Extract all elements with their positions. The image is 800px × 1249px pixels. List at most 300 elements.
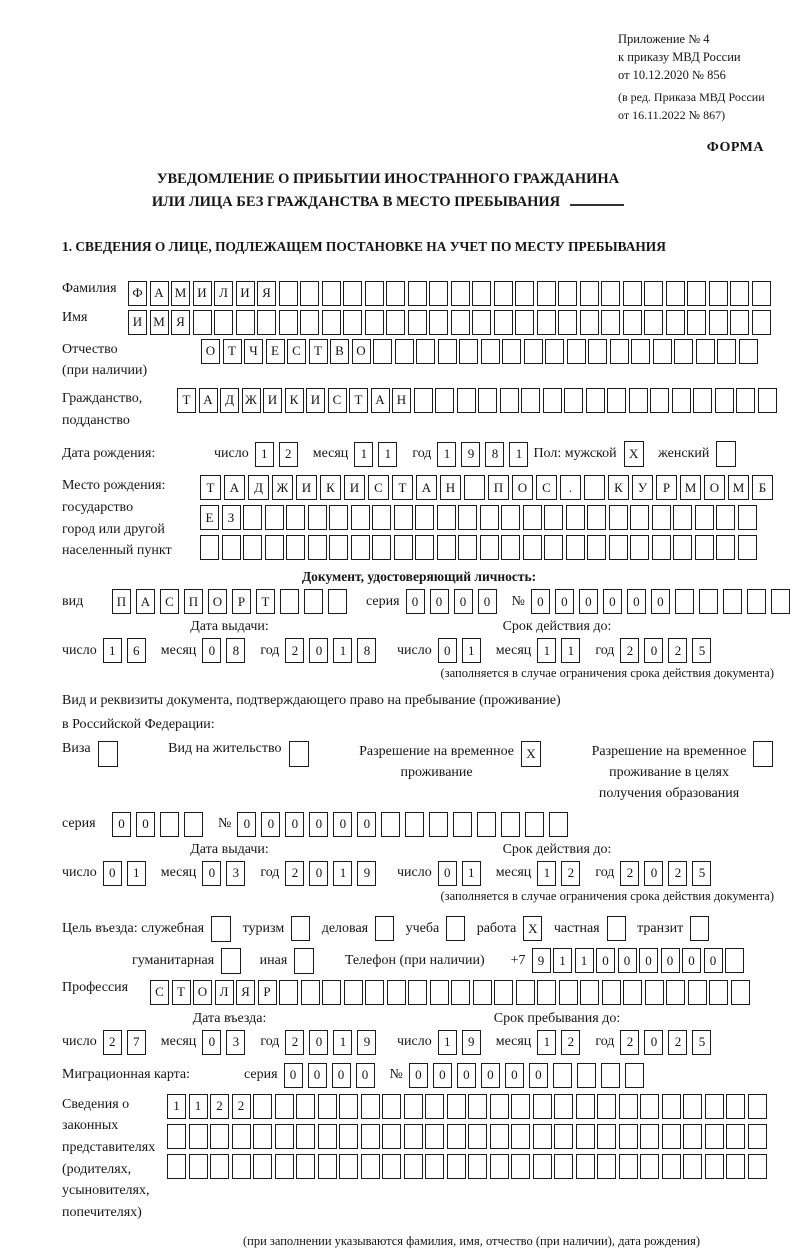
char-cell[interactable] [752,281,771,306]
char-cell[interactable] [304,589,323,614]
char-cell[interactable] [253,1094,272,1119]
char-cell[interactable] [577,1063,596,1088]
char-cell[interactable] [472,281,491,306]
char-cell[interactable] [415,535,434,560]
char-cell[interactable]: 0 [661,948,680,973]
char-cell[interactable]: 0 [704,948,723,973]
char-cell[interactable] [537,310,556,335]
char-cell[interactable] [382,1124,401,1149]
char-cell[interactable] [494,980,513,1005]
char-cell[interactable] [447,1154,466,1179]
char-cell[interactable] [329,535,348,560]
char-cell[interactable]: 7 [127,1030,146,1055]
char-cell[interactable] [404,1124,423,1149]
char-cell[interactable]: 0 [438,638,457,663]
char-cell[interactable] [429,281,448,306]
char-cell[interactable]: 0 [357,812,376,837]
char-cell[interactable]: 0 [438,861,457,886]
char-cell[interactable]: У [632,475,653,500]
char-cell[interactable]: 0 [261,812,280,837]
char-cell[interactable]: Л [214,281,233,306]
char-cell[interactable] [607,916,626,941]
char-cell[interactable]: 0 [237,812,256,837]
char-cell[interactable]: 1 [509,442,528,467]
char-cell[interactable]: Я [236,980,255,1005]
char-cell[interactable] [415,505,434,530]
char-cell[interactable] [405,812,424,837]
char-cell[interactable]: X [521,741,541,767]
char-cell[interactable]: 2 [668,638,687,663]
char-cell[interactable] [416,339,435,364]
char-cell[interactable]: 5 [692,638,711,663]
char-cell[interactable]: М [728,475,749,500]
char-cell[interactable] [318,1094,337,1119]
char-cell[interactable] [329,505,348,530]
char-cell[interactable] [425,1154,444,1179]
char-cell[interactable] [731,980,750,1005]
char-cell[interactable] [554,1154,573,1179]
char-cell[interactable]: 2 [285,861,304,886]
char-cell[interactable] [515,281,534,306]
char-cell[interactable] [673,535,692,560]
char-cell[interactable] [537,281,556,306]
char-cell[interactable]: 9 [532,948,551,973]
char-cell[interactable] [553,1063,572,1088]
char-cell[interactable] [716,535,735,560]
char-cell[interactable]: И [344,475,365,500]
char-cell[interactable] [566,505,585,530]
char-cell[interactable] [738,535,757,560]
char-cell[interactable]: 1 [103,638,122,663]
char-cell[interactable] [630,535,649,560]
char-cell[interactable] [414,388,433,413]
char-cell[interactable] [437,535,456,560]
char-cell[interactable] [580,980,599,1005]
char-cell[interactable]: 0 [308,1063,327,1088]
char-cell[interactable] [566,535,585,560]
char-cell[interactable] [446,916,465,941]
char-cell[interactable]: 0 [596,948,615,973]
char-cell[interactable] [361,1124,380,1149]
char-cell[interactable]: Д [220,388,239,413]
char-cell[interactable] [709,281,728,306]
char-cell[interactable] [189,1124,208,1149]
char-cell[interactable]: Ф [128,281,147,306]
char-cell[interactable] [435,388,454,413]
char-cell[interactable] [296,1154,315,1179]
char-cell[interactable]: 0 [202,1030,221,1055]
char-cell[interactable] [736,388,755,413]
char-cell[interactable]: П [184,589,203,614]
char-cell[interactable] [558,281,577,306]
char-cell[interactable] [644,281,663,306]
char-cell[interactable] [537,980,556,1005]
char-cell[interactable]: 8 [226,638,245,663]
char-cell[interactable]: А [371,388,390,413]
char-cell[interactable] [339,1094,358,1119]
char-cell[interactable] [447,1124,466,1149]
char-cell[interactable] [236,310,255,335]
char-cell[interactable] [480,505,499,530]
char-cell[interactable]: С [160,589,179,614]
char-cell[interactable]: О [208,589,227,614]
char-cell[interactable] [544,535,563,560]
char-cell[interactable]: С [536,475,557,500]
char-cell[interactable] [609,505,628,530]
char-cell[interactable] [221,948,241,974]
char-cell[interactable]: 0 [454,589,473,614]
char-cell[interactable]: Д [248,475,269,500]
char-cell[interactable]: А [416,475,437,500]
char-cell[interactable] [652,535,671,560]
char-cell[interactable] [739,339,758,364]
char-cell[interactable]: 0 [202,638,221,663]
char-cell[interactable] [425,1124,444,1149]
char-cell[interactable] [275,1124,294,1149]
char-cell[interactable] [451,281,470,306]
char-cell[interactable] [167,1124,186,1149]
char-cell[interactable] [705,1094,724,1119]
char-cell[interactable] [344,980,363,1005]
char-cell[interactable]: X [624,441,644,467]
char-cell[interactable]: 0 [309,861,328,886]
char-cell[interactable] [451,980,470,1005]
char-cell[interactable] [726,1154,745,1179]
char-cell[interactable] [716,441,736,467]
char-cell[interactable]: Т [349,388,368,413]
char-cell[interactable] [610,339,629,364]
char-cell[interactable] [730,281,749,306]
char-cell[interactable] [294,948,314,974]
char-cell[interactable]: 1 [333,638,352,663]
char-cell[interactable] [382,1154,401,1179]
char-cell[interactable] [339,1154,358,1179]
char-cell[interactable]: М [150,310,169,335]
char-cell[interactable] [683,1124,702,1149]
char-cell[interactable] [472,310,491,335]
char-cell[interactable] [210,1154,229,1179]
char-cell[interactable]: 0 [112,812,131,837]
char-cell[interactable]: 0 [406,589,425,614]
char-cell[interactable] [650,388,669,413]
char-cell[interactable] [695,505,714,530]
char-cell[interactable] [372,505,391,530]
char-cell[interactable] [525,812,544,837]
char-cell[interactable] [480,535,499,560]
char-cell[interactable]: 2 [285,1030,304,1055]
char-cell[interactable] [253,1154,272,1179]
char-cell[interactable] [587,505,606,530]
char-cell[interactable] [386,281,405,306]
char-cell[interactable] [645,980,664,1005]
char-cell[interactable]: 0 [409,1063,428,1088]
char-cell[interactable]: 0 [644,861,663,886]
char-cell[interactable] [286,535,305,560]
char-cell[interactable] [640,1124,659,1149]
char-cell[interactable] [554,1124,573,1149]
char-cell[interactable] [381,812,400,837]
char-cell[interactable] [343,281,362,306]
char-cell[interactable] [501,505,520,530]
char-cell[interactable] [544,505,563,530]
char-cell[interactable] [511,1124,530,1149]
char-cell[interactable]: О [201,339,220,364]
char-cell[interactable] [430,980,449,1005]
char-cell[interactable] [652,505,671,530]
char-cell[interactable] [559,980,578,1005]
char-cell[interactable]: 1 [462,638,481,663]
char-cell[interactable]: 1 [561,638,580,663]
char-cell[interactable] [662,1094,681,1119]
char-cell[interactable]: 1 [537,1030,556,1055]
char-cell[interactable] [459,339,478,364]
char-cell[interactable]: 0 [433,1063,452,1088]
char-cell[interactable]: 1 [553,948,572,973]
char-cell[interactable] [300,281,319,306]
char-cell[interactable] [494,281,513,306]
char-cell[interactable] [619,1094,638,1119]
char-cell[interactable] [365,281,384,306]
char-cell[interactable] [361,1094,380,1119]
char-cell[interactable]: 0 [505,1063,524,1088]
char-cell[interactable] [543,388,562,413]
char-cell[interactable] [748,1124,767,1149]
char-cell[interactable]: Н [392,388,411,413]
char-cell[interactable]: 1 [437,442,456,467]
char-cell[interactable] [640,1094,659,1119]
char-cell[interactable] [372,535,391,560]
char-cell[interactable]: 0 [309,638,328,663]
char-cell[interactable]: Т [177,388,196,413]
char-cell[interactable] [500,388,519,413]
char-cell[interactable] [501,812,520,837]
char-cell[interactable] [723,589,742,614]
char-cell[interactable] [662,1124,681,1149]
char-cell[interactable] [200,535,219,560]
char-cell[interactable]: О [512,475,533,500]
char-cell[interactable] [564,388,583,413]
char-cell[interactable] [533,1094,552,1119]
char-cell[interactable] [490,1094,509,1119]
char-cell[interactable]: Т [309,339,328,364]
char-cell[interactable] [279,980,298,1005]
char-cell[interactable]: О [193,980,212,1005]
char-cell[interactable] [243,505,262,530]
char-cell[interactable]: К [608,475,629,500]
char-cell[interactable]: И [193,281,212,306]
char-cell[interactable] [387,980,406,1005]
char-cell[interactable] [408,980,427,1005]
char-cell[interactable] [365,310,384,335]
char-cell[interactable]: М [680,475,701,500]
char-cell[interactable]: Т [223,339,242,364]
char-cell[interactable]: 0 [603,589,622,614]
char-cell[interactable] [232,1124,251,1149]
char-cell[interactable]: 9 [357,1030,376,1055]
char-cell[interactable] [607,388,626,413]
char-cell[interactable] [453,812,472,837]
char-cell[interactable] [725,948,744,973]
char-cell[interactable] [662,1154,681,1179]
char-cell[interactable] [630,505,649,530]
char-cell[interactable]: 0 [285,812,304,837]
char-cell[interactable] [696,339,715,364]
char-cell[interactable]: 9 [357,861,376,886]
char-cell[interactable]: 1 [255,442,274,467]
char-cell[interactable] [545,339,564,364]
char-cell[interactable] [597,1154,616,1179]
char-cell[interactable] [481,339,500,364]
char-cell[interactable] [210,1124,229,1149]
char-cell[interactable] [631,339,650,364]
char-cell[interactable]: 1 [537,861,556,886]
char-cell[interactable]: 1 [127,861,146,886]
char-cell[interactable]: 2 [668,861,687,886]
char-cell[interactable] [382,1094,401,1119]
char-cell[interactable] [666,281,685,306]
char-cell[interactable]: 2 [620,638,639,663]
char-cell[interactable] [683,1094,702,1119]
char-cell[interactable]: Т [256,589,275,614]
char-cell[interactable]: 5 [692,861,711,886]
char-cell[interactable] [490,1124,509,1149]
char-cell[interactable] [521,388,540,413]
char-cell[interactable]: 1 [537,638,556,663]
char-cell[interactable]: 0 [651,589,670,614]
char-cell[interactable]: 0 [555,589,574,614]
char-cell[interactable]: Я [171,310,190,335]
char-cell[interactable]: 0 [579,589,598,614]
char-cell[interactable]: О [352,339,371,364]
char-cell[interactable]: 0 [481,1063,500,1088]
char-cell[interactable] [343,310,362,335]
char-cell[interactable]: 1 [333,861,352,886]
char-cell[interactable] [619,1154,638,1179]
char-cell[interactable] [619,1124,638,1149]
char-cell[interactable] [468,1094,487,1119]
char-cell[interactable]: М [171,281,190,306]
char-cell[interactable] [601,281,620,306]
char-cell[interactable] [558,310,577,335]
char-cell[interactable]: 3 [226,861,245,886]
char-cell[interactable] [567,339,586,364]
char-cell[interactable] [640,1154,659,1179]
char-cell[interactable] [308,535,327,560]
char-cell[interactable]: 0 [644,1030,663,1055]
char-cell[interactable]: С [368,475,389,500]
char-cell[interactable]: 0 [639,948,658,973]
char-cell[interactable] [747,589,766,614]
char-cell[interactable] [674,339,693,364]
char-cell[interactable]: И [306,388,325,413]
char-cell[interactable] [601,1063,620,1088]
char-cell[interactable] [291,916,310,941]
char-cell[interactable] [222,535,241,560]
char-cell[interactable] [322,980,341,1005]
char-cell[interactable] [98,741,118,767]
char-cell[interactable] [502,339,521,364]
char-cell[interactable] [351,505,370,530]
char-cell[interactable] [771,589,790,614]
char-cell[interactable] [189,1154,208,1179]
char-cell[interactable]: Р [232,589,251,614]
char-cell[interactable] [373,339,392,364]
char-cell[interactable] [580,281,599,306]
blank-underline[interactable] [570,192,624,206]
char-cell[interactable] [289,741,309,767]
char-cell[interactable]: А [136,589,155,614]
char-cell[interactable] [554,1094,573,1119]
char-cell[interactable]: Ж [242,388,261,413]
char-cell[interactable] [623,310,642,335]
char-cell[interactable]: 1 [167,1094,186,1119]
char-cell[interactable]: 0 [309,1030,328,1055]
char-cell[interactable] [279,281,298,306]
char-cell[interactable] [279,310,298,335]
char-cell[interactable]: 0 [644,638,663,663]
char-cell[interactable]: 0 [202,861,221,886]
char-cell[interactable] [375,916,394,941]
char-cell[interactable]: 5 [692,1030,711,1055]
char-cell[interactable]: Р [258,980,277,1005]
char-cell[interactable] [501,535,520,560]
char-cell[interactable] [322,281,341,306]
char-cell[interactable]: Т [392,475,413,500]
char-cell[interactable]: 2 [210,1094,229,1119]
char-cell[interactable] [516,980,535,1005]
char-cell[interactable] [549,812,568,837]
char-cell[interactable]: 8 [485,442,504,467]
char-cell[interactable]: Т [200,475,221,500]
char-cell[interactable]: 2 [232,1094,251,1119]
char-cell[interactable] [726,1094,745,1119]
char-cell[interactable] [709,310,728,335]
char-cell[interactable] [586,388,605,413]
char-cell[interactable] [160,812,179,837]
char-cell[interactable]: К [285,388,304,413]
char-cell[interactable] [468,1154,487,1179]
char-cell[interactable] [429,812,448,837]
char-cell[interactable] [738,505,757,530]
char-cell[interactable] [716,505,735,530]
char-cell[interactable] [683,1154,702,1179]
char-cell[interactable] [588,339,607,364]
char-cell[interactable] [404,1094,423,1119]
char-cell[interactable] [437,505,456,530]
char-cell[interactable] [318,1124,337,1149]
char-cell[interactable]: 9 [462,1030,481,1055]
char-cell[interactable] [699,589,718,614]
char-cell[interactable] [601,310,620,335]
char-cell[interactable] [753,741,773,767]
char-cell[interactable]: И [128,310,147,335]
char-cell[interactable] [576,1094,595,1119]
char-cell[interactable]: 1 [462,861,481,886]
char-cell[interactable]: 0 [430,589,449,614]
char-cell[interactable] [687,310,706,335]
char-cell[interactable] [673,505,692,530]
char-cell[interactable] [477,812,496,837]
char-cell[interactable]: 0 [529,1063,548,1088]
char-cell[interactable]: 0 [309,812,328,837]
char-cell[interactable] [672,388,691,413]
char-cell[interactable]: О [704,475,725,500]
char-cell[interactable]: С [328,388,347,413]
char-cell[interactable] [687,281,706,306]
char-cell[interactable] [597,1094,616,1119]
char-cell[interactable]: 2 [279,442,298,467]
char-cell[interactable] [653,339,672,364]
